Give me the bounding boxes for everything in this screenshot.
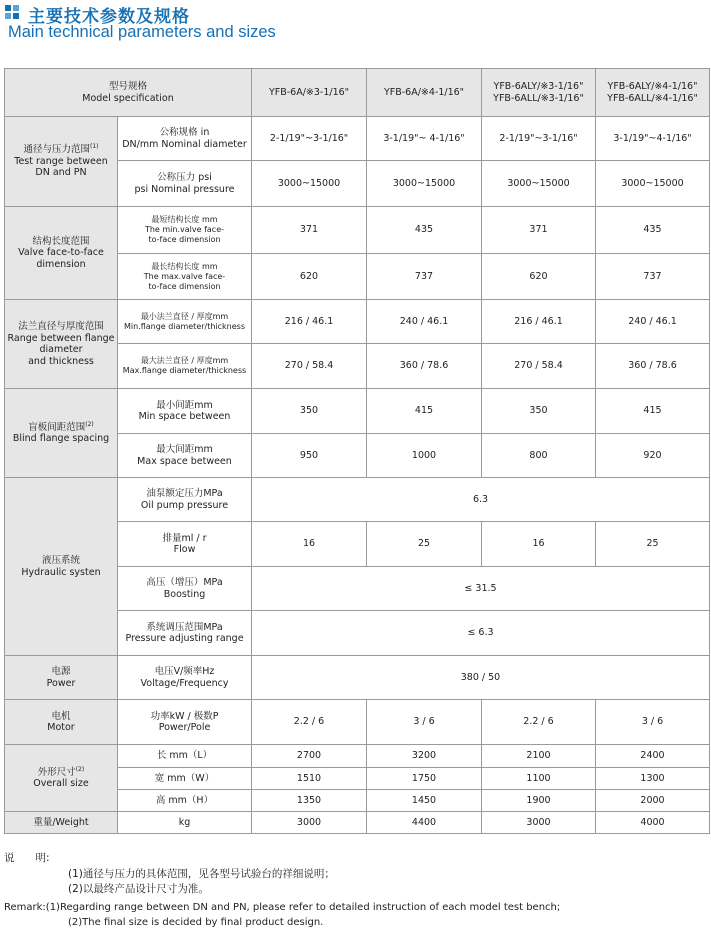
row-label: 公称压力 psi psi Nominal pressure — [118, 161, 252, 207]
table-row — [5, 745, 710, 768]
cell: 1100 — [482, 768, 596, 790]
cell: 2.2 / 6 — [252, 700, 367, 745]
cell: 620 — [482, 254, 596, 300]
cell: 4400 — [367, 812, 482, 834]
row-label: 电压V/频率Hz Voltage/Frequency — [118, 656, 252, 700]
cell: 3 / 6 — [367, 700, 482, 745]
row-label: 油泵额定压力MPa Oil pump pressure — [118, 478, 252, 522]
cell: 737 — [596, 254, 710, 300]
cell: 1510 — [252, 768, 367, 790]
cell: 1450 — [367, 790, 482, 812]
header-label: 型号规格 Model specification — [5, 69, 252, 117]
cell: 270 / 58.4 — [252, 344, 367, 389]
cell: 1000 — [367, 434, 482, 478]
page-title-en: Main technical parameters and sizes — [8, 23, 276, 41]
group-face-to-face: 结构长度范围 Valve face-to-face dimension — [5, 207, 118, 300]
row-label: 最大间距mm Max space between — [118, 434, 252, 478]
notes-cn-title: 说 明: — [4, 852, 50, 864]
row-label: 公称规格 in DN/mm Nominal diameter — [118, 117, 252, 161]
cell: 620 — [252, 254, 367, 300]
cell: 2400 — [596, 745, 710, 768]
row-label: 系统调压范围MPa Pressure adjusting range — [118, 611, 252, 656]
cell: 3000~15000 — [367, 161, 482, 207]
cell: ≤ 6.3 — [252, 611, 710, 656]
row-label: 最小间距mm Min space between — [118, 389, 252, 434]
cell: 3000~15000 — [252, 161, 367, 207]
cell: ≤ 31.5 — [252, 567, 710, 611]
cell: 950 — [252, 434, 367, 478]
cell: 2100 — [482, 745, 596, 768]
row-label: 长 mm（L） — [118, 745, 252, 768]
cell: 1900 — [482, 790, 596, 812]
cell: 3-1/19"~ 4-1/16" — [367, 117, 482, 161]
row-label: 最小法兰直径 / 厚度mm Min.flange diameter/thickness — [118, 300, 252, 344]
cell: 16 — [252, 522, 367, 567]
cell: 216 / 46.1 — [252, 300, 367, 344]
header-model-1: YFB-6A/※3-1/16" — [252, 69, 367, 117]
row-label: 高压（增压）MPa Boosting — [118, 567, 252, 611]
cell: 371 — [252, 207, 367, 254]
cell: 2700 — [252, 745, 367, 768]
header-model-3: YFB-6ALY/※3-1/16" YFB-6ALL/※3-1/16" — [482, 69, 596, 117]
cell: 800 — [482, 434, 596, 478]
cell: 350 — [482, 389, 596, 434]
group-test-range: 通径与压力范围$^{(1)}$ Test range between DN and PN — [5, 117, 118, 207]
row-label: 最长结构长度 mm The max.valve face- to-face dimension — [118, 254, 252, 300]
group-overall-size: 外形尺寸$^{(2)}$ Overall size — [5, 745, 118, 812]
cell: 25 — [596, 522, 710, 567]
row-label: 排量ml / r Flow — [118, 522, 252, 567]
cell: 415 — [367, 389, 482, 434]
cell: 415 — [596, 389, 710, 434]
table-row — [5, 389, 710, 434]
group-power: 电源 Power — [5, 656, 118, 700]
header-model-2: YFB-6A/※4-1/16" — [367, 69, 482, 117]
cell: 3000~15000 — [482, 161, 596, 207]
table-row — [5, 812, 710, 834]
row-label: 宽 mm（W） — [118, 768, 252, 790]
row-label: 最大法兰直径 / 厚度mm Max.flange diameter/thickness — [118, 344, 252, 389]
cell: 270 / 58.4 — [482, 344, 596, 389]
cell: 920 — [596, 434, 710, 478]
cell: 371 — [482, 207, 596, 254]
cell: 3000 — [482, 812, 596, 834]
cell: 3-1/19"~4-1/16" — [596, 117, 710, 161]
group-blind-flange: 盲板间距范围$^{(2)}$ Blind flange spacing — [5, 389, 118, 478]
cell: 1750 — [367, 768, 482, 790]
cell: 240 / 46.1 — [596, 300, 710, 344]
table-row — [5, 117, 710, 161]
header-model-4: YFB-6ALY/※4-1/16" YFB-6ALL/※4-1/16" — [596, 69, 710, 117]
cell: 435 — [596, 207, 710, 254]
cell: 2-1/19"~3-1/16" — [482, 117, 596, 161]
cell: 2.2 / 6 — [482, 700, 596, 745]
note-en-1: Remark:(1)Regarding range between DN and PN, please refer to detailed instruction of each model test bench; — [4, 902, 561, 913]
cell: 2000 — [596, 790, 710, 812]
table-row — [5, 207, 710, 254]
note-cn-2: (2)以最终产品设计尺寸为准。 — [68, 883, 209, 895]
cell: 240 / 46.1 — [367, 300, 482, 344]
table-row — [5, 700, 710, 745]
note-en-2: (2)The final size is decided by final product design. — [68, 917, 324, 928]
row-label: 最短结构长度 mm The min.valve face- to-face dimension — [118, 207, 252, 254]
cell: 3 / 6 — [596, 700, 710, 745]
cell: 25 — [367, 522, 482, 567]
row-label: 高 mm（H） — [118, 790, 252, 812]
cell: 1350 — [252, 790, 367, 812]
cell: 360 / 78.6 — [596, 344, 710, 389]
group-weight: 重量/Weight — [5, 812, 118, 834]
cell: 380 / 50 — [252, 656, 710, 700]
cell: 3200 — [367, 745, 482, 768]
table-row — [5, 300, 710, 344]
table-row — [5, 656, 710, 700]
row-label: kg — [118, 812, 252, 834]
spec-table — [4, 68, 710, 834]
cell: 350 — [252, 389, 367, 434]
note-cn-1: (1)通径与压力的具体范围，见各型号试验台的祥细说明； — [68, 868, 335, 880]
row-label: 功率kW / 极数P Power/Pole — [118, 700, 252, 745]
cell: 16 — [482, 522, 596, 567]
title-marker-icon — [4, 4, 20, 20]
cell: 1300 — [596, 768, 710, 790]
cell: 737 — [367, 254, 482, 300]
cell: 435 — [367, 207, 482, 254]
cell: 360 / 78.6 — [367, 344, 482, 389]
group-hydraulic: 液压系统 Hydraulic systen — [5, 478, 118, 656]
cell: 2-1/19"~3-1/16" — [252, 117, 367, 161]
table-header-row — [5, 69, 710, 117]
cell: 3000~15000 — [596, 161, 710, 207]
cell: 6.3 — [252, 478, 710, 522]
cell: 3000 — [252, 812, 367, 834]
group-motor: 电机 Motor — [5, 700, 118, 745]
cell: 216 / 46.1 — [482, 300, 596, 344]
page-title-cn: 主要技术参数及规格 — [28, 7, 190, 27]
group-flange: 法兰直径与厚度范围 Range between flange diameter and thickness — [5, 300, 118, 389]
table-row — [5, 478, 710, 522]
cell: 4000 — [596, 812, 710, 834]
